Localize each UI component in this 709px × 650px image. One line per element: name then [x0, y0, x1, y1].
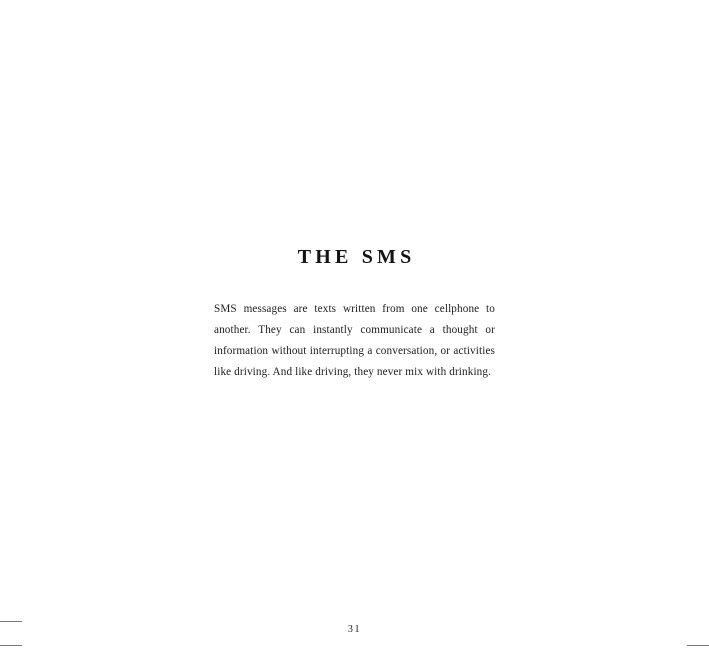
page-number: 31: [347, 624, 362, 635]
page-title: THE SMS: [297, 246, 416, 268]
text-column: [214, 246, 495, 383]
body-paragraph: SMS messages are texts written from one cellphone to another. They can instantly communicate a thought or information without interrupting a conversation, or activities like driving. And like driving, they never mix with drinking.: [214, 303, 495, 378]
crop-mark-right-bottom: [687, 645, 709, 646]
crop-mark-left-bottom: [0, 645, 22, 646]
crop-mark-left-top: [0, 621, 22, 622]
